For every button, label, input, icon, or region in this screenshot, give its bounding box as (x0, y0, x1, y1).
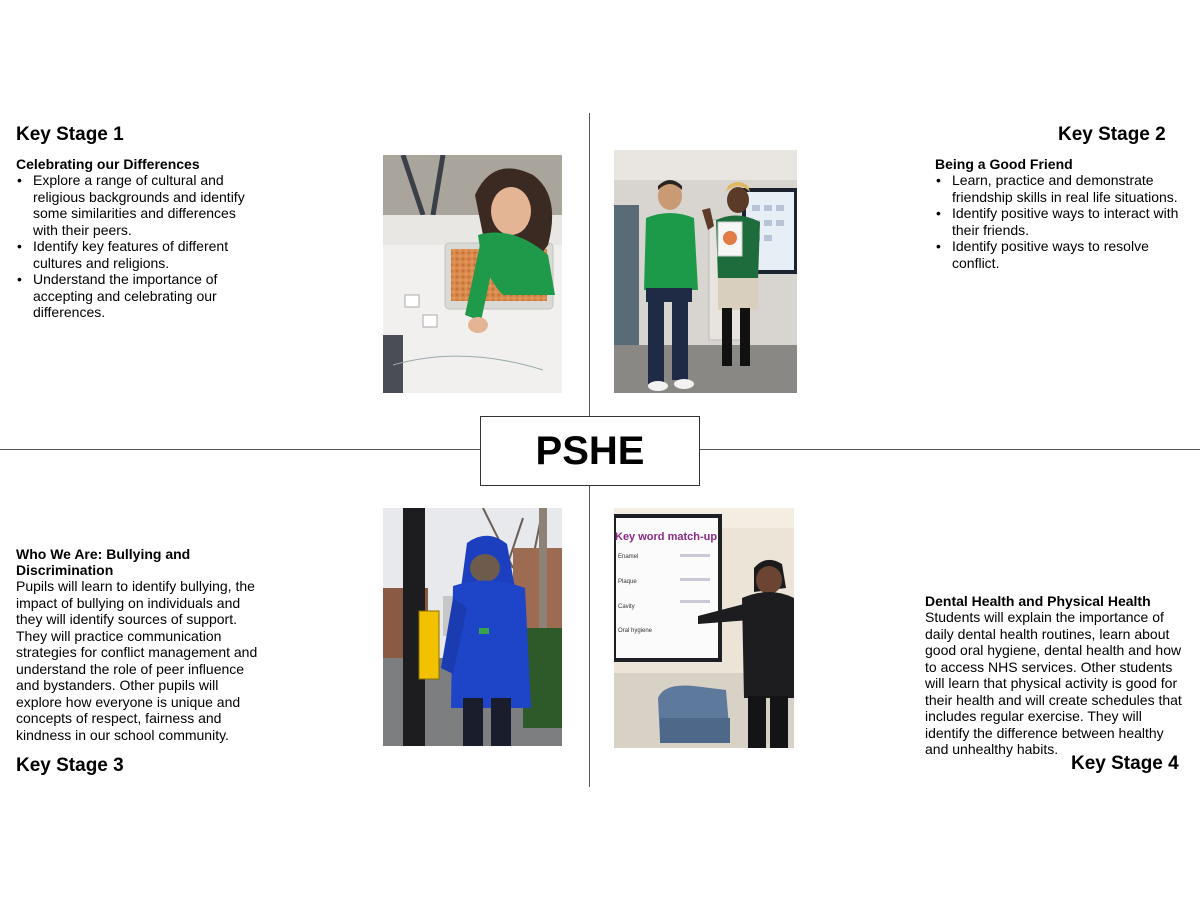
photo-ks2-friendship (614, 150, 797, 393)
ks3-section (16, 546, 258, 743)
ks1-stage-title: Key Stage 1 (16, 124, 124, 145)
ks2-section (935, 156, 1185, 271)
photo-ks4-dental-lesson (614, 508, 794, 748)
ks1-bullet-list (16, 172, 256, 321)
ks2-bullet-list (935, 172, 1185, 271)
list-item: • Identify positive ways to interact with their friends. (935, 205, 1185, 238)
photo-ks1-lentil-activity (383, 155, 562, 393)
ks4-stage-title: Key Stage 4 (1071, 753, 1179, 774)
list-item: • Learn, practice and demonstrate friendship skills in real life situations. (935, 172, 1185, 205)
ks3-heading: Who We Are: Bullying and Discrimination (16, 546, 191, 578)
screen-word-2: Plaque (618, 579, 637, 585)
screen-title: Key word match-up (615, 531, 718, 543)
ks4-body: Students will explain the importance of daily dental health routines, learn about good oral hygiene, dental health and how to access NHS services. Other students will learn that physical activity is good for their health and will create schedules that includes regular exercise. They will identify the difference between healthy and unhealthy habits. (925, 609, 1182, 757)
ks1-section (16, 156, 256, 321)
ks4-section (925, 593, 1183, 758)
ks3-body: Pupils will learn to identify bullying, the impact of bullying on individuals and they will identify sources of support. They will practice communication strategies for conflict management and understand the role of peer influence and bystanders. Other pupils will explore how everyone is unique and concepts of respect, fairness and kindness in our school community. (16, 578, 258, 743)
screen-word-4: Oral hygiene (618, 628, 653, 634)
center-title-box (480, 416, 700, 486)
list-item: • Explore a range of cultural and religious backgrounds and identify some similarities and differences with their peers. (16, 172, 256, 238)
list-item: • Identify key features of different cultures and religions. (16, 238, 256, 271)
list-item: • Identify positive ways to resolve conflict. (935, 238, 1185, 271)
ks3-stage-title: Key Stage 3 (16, 755, 124, 776)
ks1-heading: Celebrating our Differences (16, 156, 200, 172)
photo-ks3-road-crossing (383, 508, 562, 746)
ks2-heading: Being a Good Friend (935, 156, 1073, 172)
ks2-stage-title: Key Stage 2 (1058, 124, 1166, 145)
screen-word-1: Enamel (618, 554, 639, 560)
list-item: • Understand the importance of accepting and celebrating our differences. (16, 271, 256, 321)
screen-word-3: Cavity (618, 604, 635, 610)
ks4-heading: Dental Health and Physical Health (925, 593, 1151, 609)
center-title: PSHE (535, 428, 645, 473)
